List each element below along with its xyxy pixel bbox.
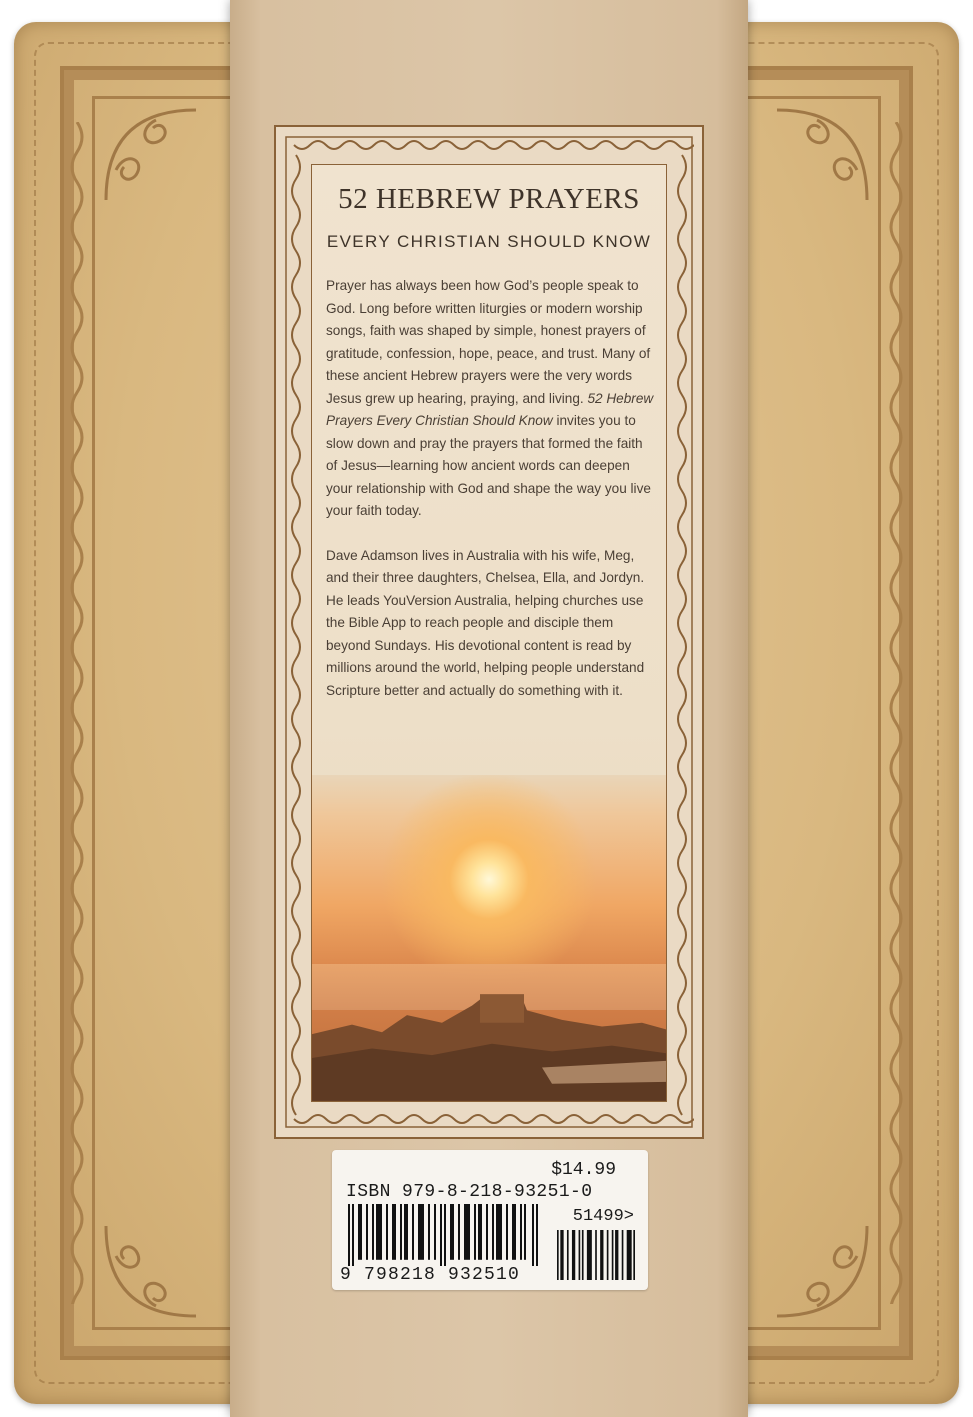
description-paragraph <box>326 275 656 523</box>
add-on-barcode <box>557 1230 635 1280</box>
paper-belly-band <box>230 0 748 1417</box>
flourish-top-left-icon <box>96 100 206 210</box>
description-text-2: invites you to slow down and pray the prayers that formed the faith of Jesus—learning how ancient words can deepen your relationship with God and shape the way you live your faith today. <box>326 413 651 518</box>
flourish-top-right-icon <box>767 100 877 210</box>
price-add-on-code: 51499> <box>572 1207 634 1226</box>
embossed-wave-border-left <box>66 122 88 1304</box>
book-subtitle: EVERY CHRISTIAN SHOULD KNOW <box>326 232 652 251</box>
description-italic-title: 52 Hebrew Prayers Every Christian Should Know <box>326 390 654 428</box>
embossed-wave-border-right <box>885 122 907 1304</box>
ruins-silhouette <box>312 977 666 1101</box>
price: $14.99 <box>551 1160 616 1180</box>
sunset-over-ruins-photo <box>312 775 666 1101</box>
description-text-1: Prayer has always been how God’s people speak to God. Long before written liturgies or modern worship songs, faith was shaped by simple, honest prayers of gratitude, confession, hope, peace, and trust. Many of these ancient Hebrew prayers were the very words Jesus grew up hearing, praying, and living. <box>326 278 651 406</box>
flourish-bottom-right-icon <box>767 1216 877 1326</box>
book-title: 52 HEBREW PRAYERS <box>338 183 640 215</box>
framed-text-panel <box>274 125 704 1139</box>
panel-content <box>312 165 666 1101</box>
author-bio: Dave Adamson lives in Australia with his wife, Meg, and their three daughters, Chelsea, Ella, and Jordyn. He leads YouVersion Australia, helping churches use the Bible App to reach people and disciple them beyond Sundays. His devotional content is read by millions around the world, helping people understand Scripture better and actually do something with it. <box>326 547 645 698</box>
barcode-label <box>332 1150 648 1290</box>
ean-barcode <box>348 1204 538 1266</box>
ean-digits: 9 798218 932510 <box>340 1265 521 1285</box>
isbn: ISBN 979-8-218-93251-0 <box>346 1182 593 1202</box>
flourish-bottom-left-icon <box>96 1216 206 1326</box>
back-cover-copy <box>326 275 656 724</box>
